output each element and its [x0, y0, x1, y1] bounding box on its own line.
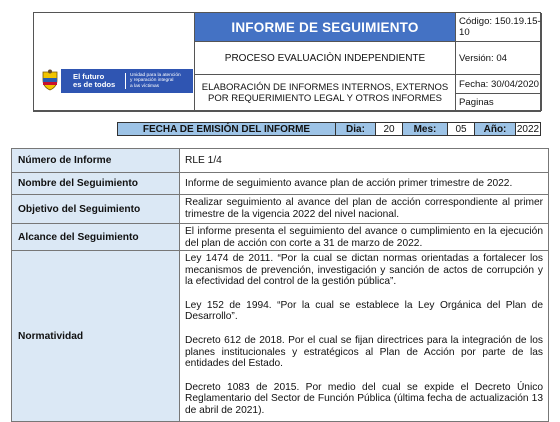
document-pages: Paginas	[456, 94, 542, 111]
regulation-item: Decreto 612 de 2018. Por el cual se fijan directrices para la integración de los planes institucionales y estratégicos al Plan de Acción por parte de las entidades del Estado.	[185, 334, 543, 370]
emission-date-strip	[117, 122, 541, 136]
table-row	[12, 173, 548, 195]
regulations-value	[180, 251, 548, 421]
tracking-scope-value: El informe presenta el seguimiento del avance o cumplimiento en la ejecución del plan de acción con corte a 31 de marzo de 2022.	[185, 226, 543, 249]
regulations-label: Normatividad	[12, 251, 180, 421]
regulation-item: Decreto 1083 de 2015. Por medio del cual se expide el Decreto Único Reglamentario del Sector de Función Pública (última fecha de actualización 13 de abril de 2021).	[185, 381, 543, 416]
document-code: Código: 150.19.15-10	[456, 13, 542, 42]
report-number-value: RLE 1/4	[185, 154, 222, 166]
logo-cell	[34, 13, 195, 111]
month-value: 05	[448, 123, 475, 135]
month-label: Mes:	[403, 123, 448, 135]
logo-banner	[61, 69, 193, 93]
logo-divider	[125, 73, 126, 89]
tracking-objective-label: Objetivo del Seguimiento	[12, 195, 180, 223]
document-header	[33, 12, 541, 112]
coat-of-arms-icon	[41, 69, 59, 91]
logo-tagline	[130, 73, 192, 90]
document-title: INFORME DE SEGUIMIENTO	[195, 13, 456, 42]
regulation-item: Ley 1474 de 2011. “Por la cual se dictan normas orientadas a fortalecer los mecanismos de prevención, investigación y sanción de actos de corrupción y la efectividad del control de la gestión pública”.	[185, 253, 543, 288]
logo-slogan	[73, 73, 121, 89]
regulation-item: Ley 152 de 1994. “Por la cual se establece la Ley Orgánica del Plan de Desarrollo”.	[185, 299, 543, 323]
report-info-table	[11, 148, 549, 422]
year-label: Año:	[475, 123, 516, 135]
report-number-label: Número de Informe	[12, 149, 180, 172]
document-version: Versión: 04	[456, 42, 542, 75]
tracking-name-label: Nombre del Seguimiento	[12, 173, 180, 194]
document-date: Fecha: 30/04/2020	[456, 75, 542, 94]
table-row	[12, 224, 548, 251]
logo-slogan-line2: es de todos	[73, 80, 116, 89]
elaboration-type: ELABORACIÓN DE INFORMES INTERNOS, EXTERNOS POR REQUERIMIENTO LEGAL Y OTROS INFORMES	[195, 75, 456, 111]
day-label: Dia:	[336, 123, 376, 135]
tracking-scope-label: Alcance del Seguimiento	[12, 224, 180, 250]
process-name: PROCESO EVALUACIÒN INDEPENDIENTE	[195, 42, 456, 75]
logo-slogan-line1: El futuro	[73, 72, 105, 81]
table-row	[12, 149, 548, 173]
logo-tagline-line3: a las víctimas	[130, 83, 160, 89]
table-row	[12, 195, 548, 224]
year-value: 2022	[516, 123, 540, 135]
logo-tagline-line1: Unidad para la atención	[130, 72, 181, 78]
emission-date-label: FECHA DE EMISIÓN DEL INFORME	[118, 123, 336, 135]
tracking-name-value: Informe de seguimiento avance plan de acción primer trimestre de 2022.	[185, 177, 513, 189]
table-row	[12, 251, 548, 421]
day-value: 20	[376, 123, 403, 135]
logo-tagline-line2: y reparación integral	[130, 78, 174, 84]
tracking-objective-value: Realizar seguimiento al avance del plan de acción correspondiente al primer trimestre de la vigencia 2022 del nivel nacional.	[185, 197, 543, 220]
